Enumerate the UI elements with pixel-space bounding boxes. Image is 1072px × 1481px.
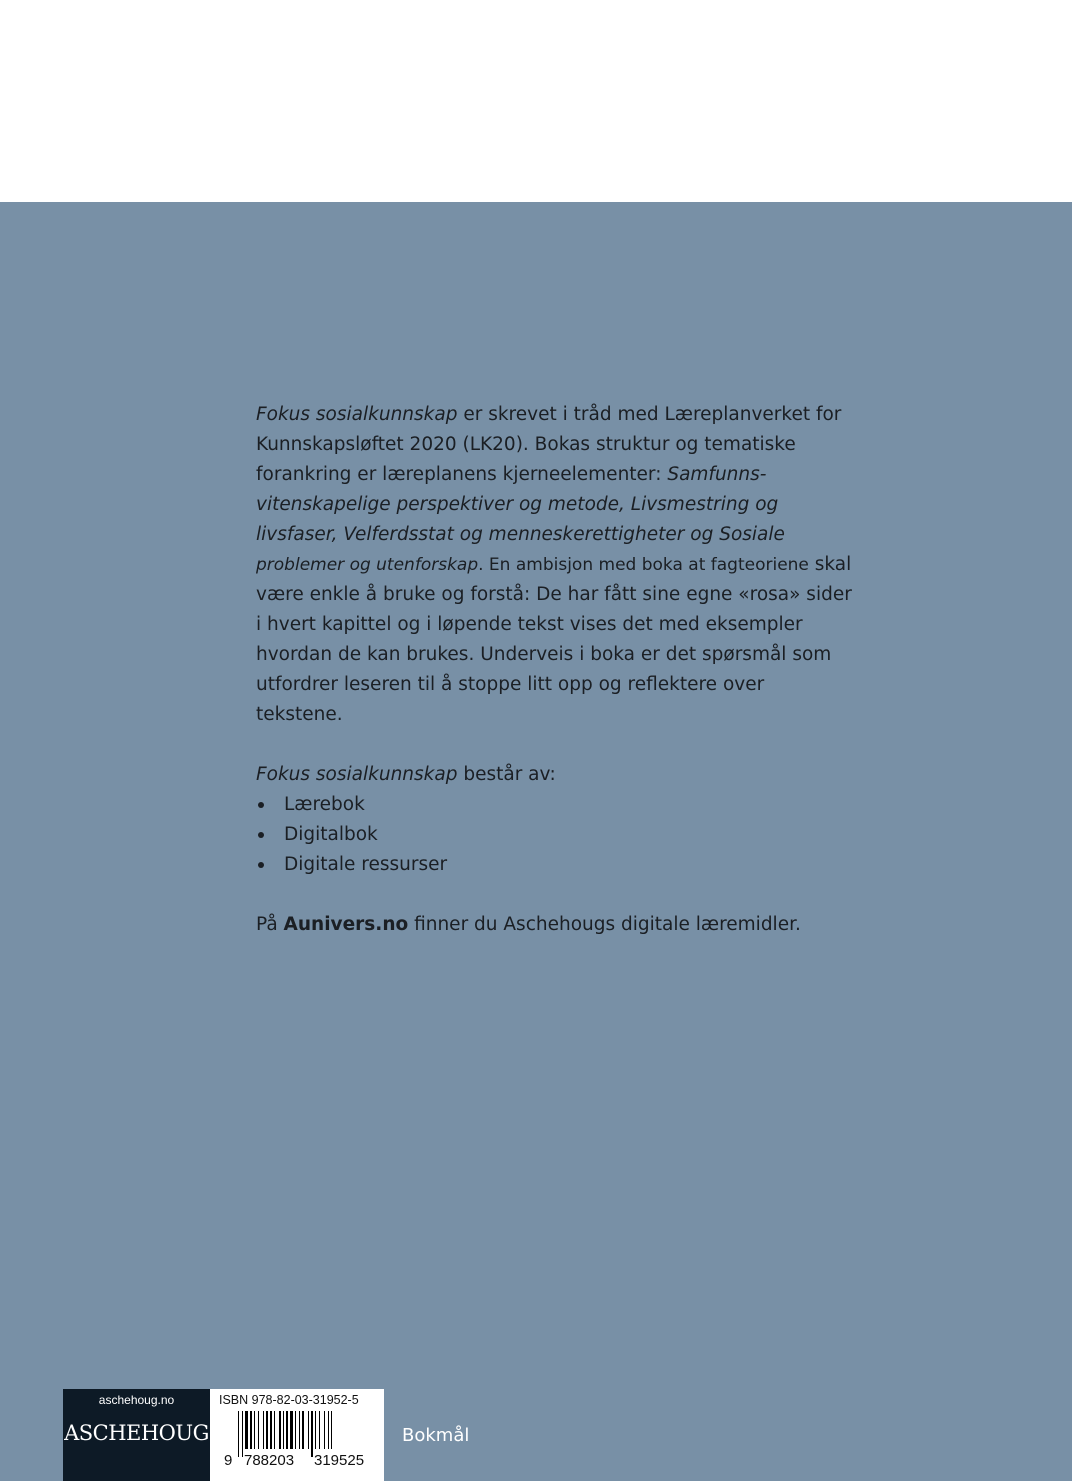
description-text-segment: . En ambisjon med boka at fagteoriene (478, 555, 809, 575)
description-text-segment: er skrevet i tråd med Læreplanverket for Kunnskapsløftet 2020 (LK20). Bokas struktur og tematiske forankring er læreplanens kjerneelementer: (256, 404, 842, 485)
description-text-segment: skal være enkle å bruke og forstå: De har fått sine egne «rosa» sider i hvert kapittel og i løpende tekst vises det med eksempler hvordan de kan brukes. Underveis i boka er det spørsmål som utfordrer leseren til å stoppe litt opp og reflektere over tekstene. (256, 554, 852, 725)
list-item: Lærebok (256, 790, 856, 820)
top-margin (0, 0, 1072, 202)
publisher-url[interactable]: aschehoug.no (98, 1393, 175, 1407)
barcode-digits-left: 788203 (244, 1452, 295, 1469)
core-elements-italic-end: problemer og utenforskap (256, 555, 479, 575)
description-paragraph (256, 400, 856, 730)
list-item: Digitale ressurser (256, 850, 856, 880)
note-text: På (256, 914, 284, 935)
aunivers-link[interactable]: Aunivers.no (283, 914, 409, 935)
components-intro (256, 760, 856, 790)
description-text (256, 400, 856, 940)
barcode-bar (238, 1411, 239, 1457)
barcode-first-digit: 9 (224, 1452, 233, 1469)
barcode-digits-right: 319525 (314, 1452, 365, 1469)
list-item: Digitalbok (256, 820, 856, 850)
digital-resources-note (256, 910, 856, 940)
barcode-bar (242, 1411, 243, 1457)
book-title-italic: Fokus sosialkunnskap (256, 764, 458, 785)
core-elements-italic: Samfunns-vitenskapelige perspektiver og metode, Livsmestring og livsfaser, Velferdsstat og menneskerettigheter og Sosiale (256, 464, 785, 545)
barcode-bar (311, 1411, 313, 1457)
barcode-icon (210, 1411, 384, 1481)
publisher-box (63, 1389, 210, 1481)
note-text: finner du Aschehougs digitale læremidler. (408, 914, 801, 935)
components-intro-text: består av: (457, 764, 556, 785)
barcode-box (210, 1389, 384, 1481)
components-list (256, 790, 856, 880)
aschehoug-logo: ASCHEHOUG (64, 1421, 209, 1445)
isbn-label: ISBN 978-82-03-31952-5 (219, 1393, 359, 1407)
language-label: Bokmål (402, 1425, 470, 1446)
book-title-italic: Fokus sosialkunnskap (256, 404, 458, 425)
